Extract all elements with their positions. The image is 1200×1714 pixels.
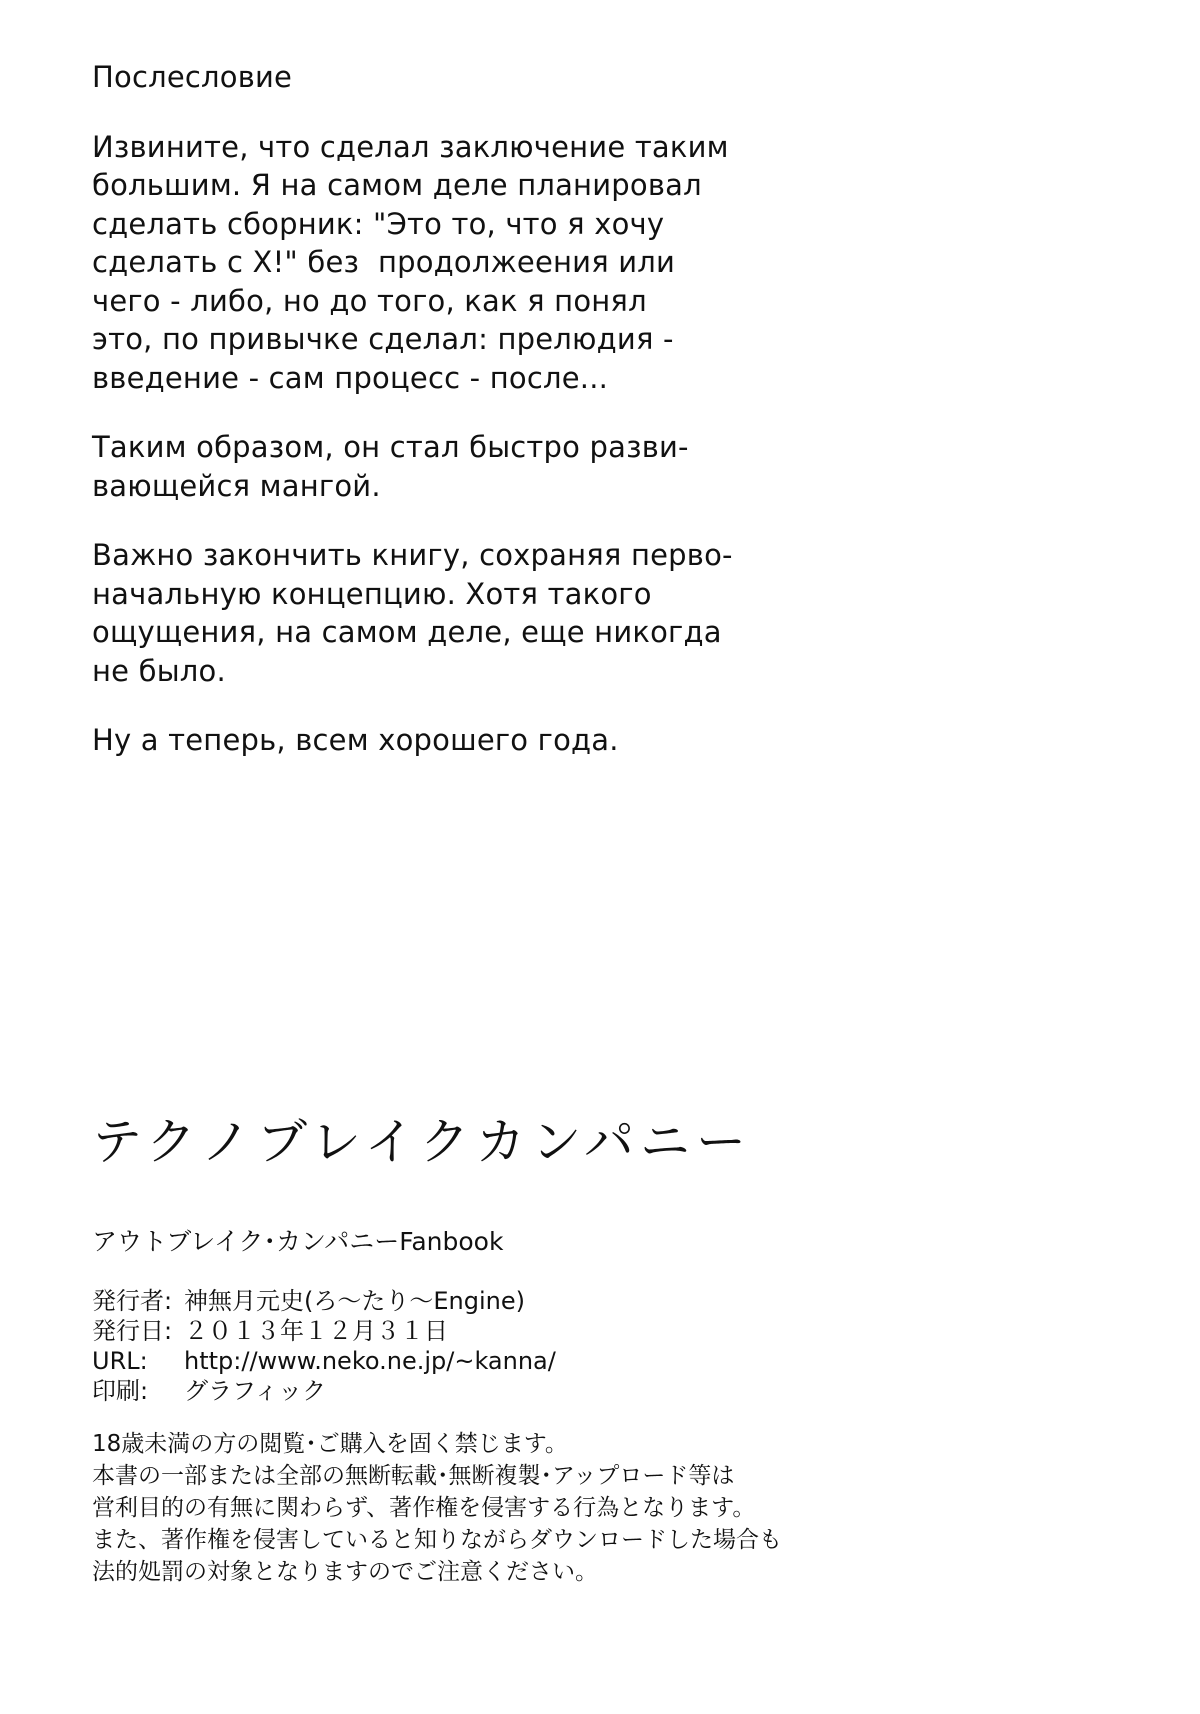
text-line: не было. [92, 653, 226, 688]
text-line: введение - сам процесс - после... [92, 360, 609, 395]
text-line: Таким образом, он стал быстро разви- [92, 430, 689, 464]
colophon-subtitle: アウトブレイク･カンパニーFanbook [92, 1227, 504, 1256]
url-label: URL: [92, 1347, 148, 1375]
date-label: 発行日: [92, 1317, 173, 1345]
afterword-paragraph [92, 536, 992, 690]
text-line: Извините, что сделал заключение таким [92, 129, 729, 164]
text-line: Ну а теперь, всем хорошего года. [92, 723, 619, 757]
afterword-heading: Послесловие [92, 60, 293, 94]
text-line: сделать с X!" без продолжеения или [92, 245, 676, 279]
legal-line: 18歳未満の方の閲覧･ご購入を固く禁じます。 [92, 1431, 568, 1457]
date-value: ２０１３年１２月３１日 [184, 1317, 448, 1345]
printer-value: グラフィック [184, 1377, 327, 1405]
text-line: ощущения, на самом деле, еще никогда [92, 615, 722, 649]
text-line: это, по привычке сделал: прелюдия - [92, 322, 674, 356]
text-line: вающейся мангой. [92, 468, 381, 503]
legal-line: 法的処罰の対象となりますのでご注意ください。 [92, 1559, 598, 1585]
text-line: Важно закончить книгу, сохраняя перво- [92, 538, 733, 572]
legal-line: 本書の一部または全部の無断転載･無断複製･アップロード等は [92, 1463, 735, 1489]
afterword-paragraph [92, 428, 992, 505]
legal-notice [92, 1428, 782, 1588]
publisher-label: 発行者: [92, 1287, 173, 1315]
url-row [92, 1346, 556, 1376]
text-line: начальную концепцию. Хотя такого [92, 576, 652, 611]
afterword-paragraph [92, 128, 992, 398]
printer-label: 印刷: [92, 1377, 149, 1405]
colophon-info [92, 1286, 556, 1406]
text-line: чего - либо, но до того, как я понял [92, 283, 647, 318]
legal-line: また、著作権を侵害していると知りながらダウンロードした場合も [92, 1527, 782, 1553]
afterword-paragraph [92, 721, 992, 760]
text-line: большим. Я на самом деле планировал [92, 168, 702, 202]
afterword-section [92, 58, 992, 791]
colophon-title: テクノブレイクカンパニー [92, 1113, 752, 1171]
publisher-row [92, 1286, 556, 1316]
date-row [92, 1316, 556, 1346]
printer-row [92, 1376, 556, 1406]
text-line: сделать сборник: "Это то, что я хочу [92, 206, 665, 241]
publisher-value: 神無月元史(ろ〜たり〜Engine) [184, 1287, 525, 1315]
legal-line: 営利目的の有無に関わらず、著作権を侵害する行為となります。 [92, 1495, 756, 1521]
url-value: http://www.neko.ne.jp/~kanna/ [184, 1347, 556, 1375]
